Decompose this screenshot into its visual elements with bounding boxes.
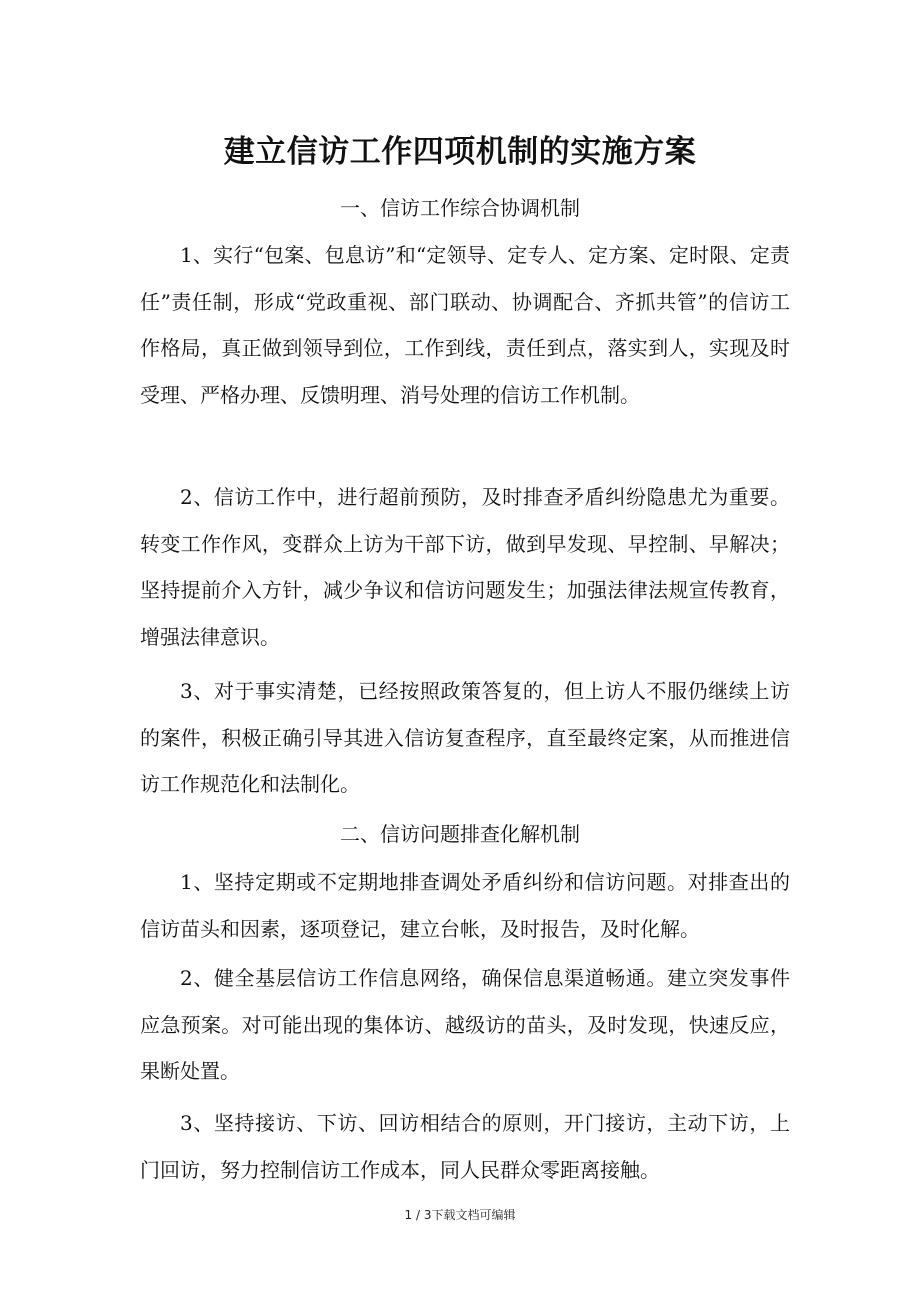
document-title: 建立信访工作四项机制的实施方案 bbox=[223, 134, 697, 170]
paragraph: 3、对于事实清楚，已经按照政策答复的，但上访人不服仍继续上访的案件，积极正确引导其进入信访复查程序，直至最终定案，从而推进信访工作规范化和法制化。 bbox=[140, 679, 790, 796]
paragraph: 3、坚持接访、下访、回访相结合的原则，开门接访，主动下访，上门回访，努力控制信访工作成本，同人民群众零距离接触。 bbox=[140, 1111, 790, 1182]
paragraph: 1、实行“包案、包息访”和“定领导、定专人、定方案、定时限、定责任”责任制，形成“党政重视、部门联动、协调配合、齐抓共管”的信访工作格局，真正做到领导到位，工作到线，责任到点，落实到人，实现及时受理、严格办理、反馈明理、消号处理的信访工作机制。 bbox=[140, 243, 790, 407]
paragraph: 2、信访工作中，进行超前预防，及时排查矛盾纠纷隐患尤为重要。转变工作作风，变群众上访为干部下访，做到早发现、早控制、早解决；坚持提前介入方针，减少争议和信访问题发生；加强法律法规宣传教育，增强法律意识。 bbox=[140, 485, 790, 649]
section-heading-1: 一、信访工作综合协调机制 bbox=[340, 196, 580, 220]
paragraph: 1、坚持定期或不定期地排查调处矛盾纠纷和信访问题。对排查出的信访苗头和因素，逐项登记，建立台帐，及时报告，及时化解。 bbox=[140, 870, 790, 941]
paragraph: 2、健全基层信访工作信息网络，确保信息渠道畅通。建立突发事件应急预案。对可能出现的集体访、越级访的苗头，及时发现，快速反应，果断处置。 bbox=[140, 966, 790, 1083]
page-footer: 1 / 3下载文档可编辑 bbox=[404, 1208, 516, 1222]
section-heading-2: 二、信访问题排查化解机制 bbox=[340, 822, 580, 846]
